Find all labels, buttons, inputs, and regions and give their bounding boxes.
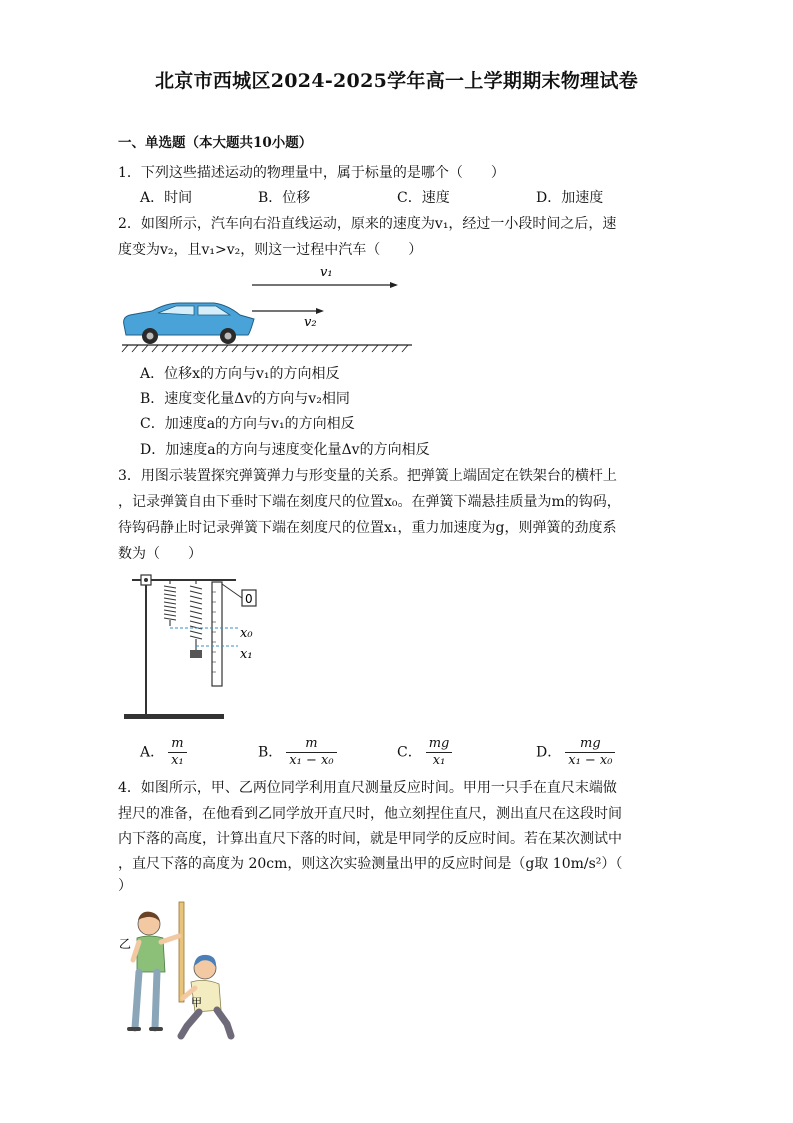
q3-option-c-label: C．: [397, 744, 422, 761]
fraction-denominator: x₁ − x₀: [568, 753, 613, 768]
student-yi-icon: [129, 912, 179, 1029]
fraction-denominator: x₁ − x₀: [289, 753, 334, 768]
q2-stem-line1: 2．如图所示，汽车向右沿直线运动，原来的速度为v₁，经过一小段时间之后，速: [118, 216, 617, 232]
label-jia: 甲: [191, 996, 202, 1009]
q1-option-a[interactable]: A．时间: [140, 190, 193, 206]
label-yi: 乙: [119, 937, 132, 951]
q4-stem-line1: 4．如图所示，甲、乙两位同学利用直尺测量反应时间。甲用一只手在直尺末端做: [118, 780, 617, 796]
page-title: 北京市西城区2024-2025学年高一上学期期末物理试卷: [154, 70, 639, 92]
q3-option-a[interactable]: [140, 736, 187, 769]
q2-stem-line2: 度变为v₂，且v₁>v₂，则这一过程中汽车（ ）: [118, 242, 423, 258]
q2-option-b[interactable]: B．速度变化量Δv的方向与v₂相同: [140, 391, 350, 407]
q3-stem-line3: 待钩码静止时记录弹簧下端在刻度尺的位置x₁，重力加速度为g，则弹簧的劲度系: [118, 520, 617, 536]
car-icon: [124, 303, 254, 344]
q3-option-b[interactable]: [258, 736, 337, 769]
q3-option-b-fraction: [286, 736, 336, 769]
fraction-numerator: mg: [565, 736, 615, 753]
q3-stem-line1: 3．用图示装置探究弹簧弹力与形变量的关系。把弹簧上端固定在铁架台的横杆上: [118, 468, 617, 484]
reaction-time-figure: [115, 898, 245, 1043]
q3-stem-line4: 数为（ ）: [118, 546, 202, 562]
q3-option-c[interactable]: [397, 736, 452, 769]
q4-stem-line4: ，直尺下落的高度为 20cm，则这次实验测量出甲的反应时间是（g取 10m/s²）（: [118, 856, 623, 872]
q3-option-d-label: D．: [536, 744, 562, 761]
section-heading: 一、单选题（本大题共10小题）: [118, 135, 313, 151]
q3-option-d[interactable]: [536, 736, 615, 769]
v2-label: v₂: [304, 315, 317, 330]
q3-option-d-fraction: [565, 736, 615, 769]
q1-stem: 1．下列这些描述运动的物理量中，属于标量的是哪个（ ）: [118, 165, 505, 181]
q3-stem-line2: ，记录弹簧自由下垂时下端在刻度尺的位置x₀。在弹簧下端悬挂质量为m的钩码，: [118, 494, 621, 510]
v1-label: v₁: [320, 265, 333, 280]
fraction-numerator: mg: [426, 736, 453, 753]
q2-option-c[interactable]: C．加速度a的方向与v₁的方向相反: [140, 416, 355, 432]
car-figure: [118, 263, 418, 353]
q3-option-a-label: A．: [140, 744, 165, 761]
q1-option-c[interactable]: C．速度: [397, 190, 450, 206]
q3-option-b-label: B．: [258, 744, 283, 761]
student-jia-icon: [181, 955, 231, 1036]
q3-option-a-fraction: [168, 736, 187, 769]
fraction-numerator: m: [168, 736, 187, 753]
q2-option-d[interactable]: D．加速度a的方向与速度变化量Δv的方向相反: [140, 442, 430, 458]
spring-apparatus-figure: [120, 570, 270, 725]
q1-option-d[interactable]: D．加速度: [536, 190, 604, 206]
q2-option-a[interactable]: A．位移x的方向与v₁的方向相反: [140, 366, 340, 382]
x1-label: x₁: [240, 647, 253, 662]
fraction-denominator: x₁: [171, 753, 184, 768]
q4-stem-line2: 捏尺的准备，在他看到乙同学放开直尺时，他立刻捏住直尺，测出直尺在这段时间: [118, 806, 622, 822]
q1-option-b[interactable]: B．位移: [258, 190, 311, 206]
q4-stem-line3: 内下落的高度，计算出直尺下落的时间，就是甲同学的反应时间。若在某次测试中: [118, 831, 622, 847]
ruler-zero-label: 0: [245, 592, 253, 606]
fraction-numerator: m: [286, 736, 336, 753]
x0-label: x₀: [240, 626, 253, 641]
fraction-denominator: x₁: [432, 753, 446, 768]
q4-stem-line5: ）: [118, 878, 132, 894]
q3-option-c-fraction: [426, 736, 453, 769]
